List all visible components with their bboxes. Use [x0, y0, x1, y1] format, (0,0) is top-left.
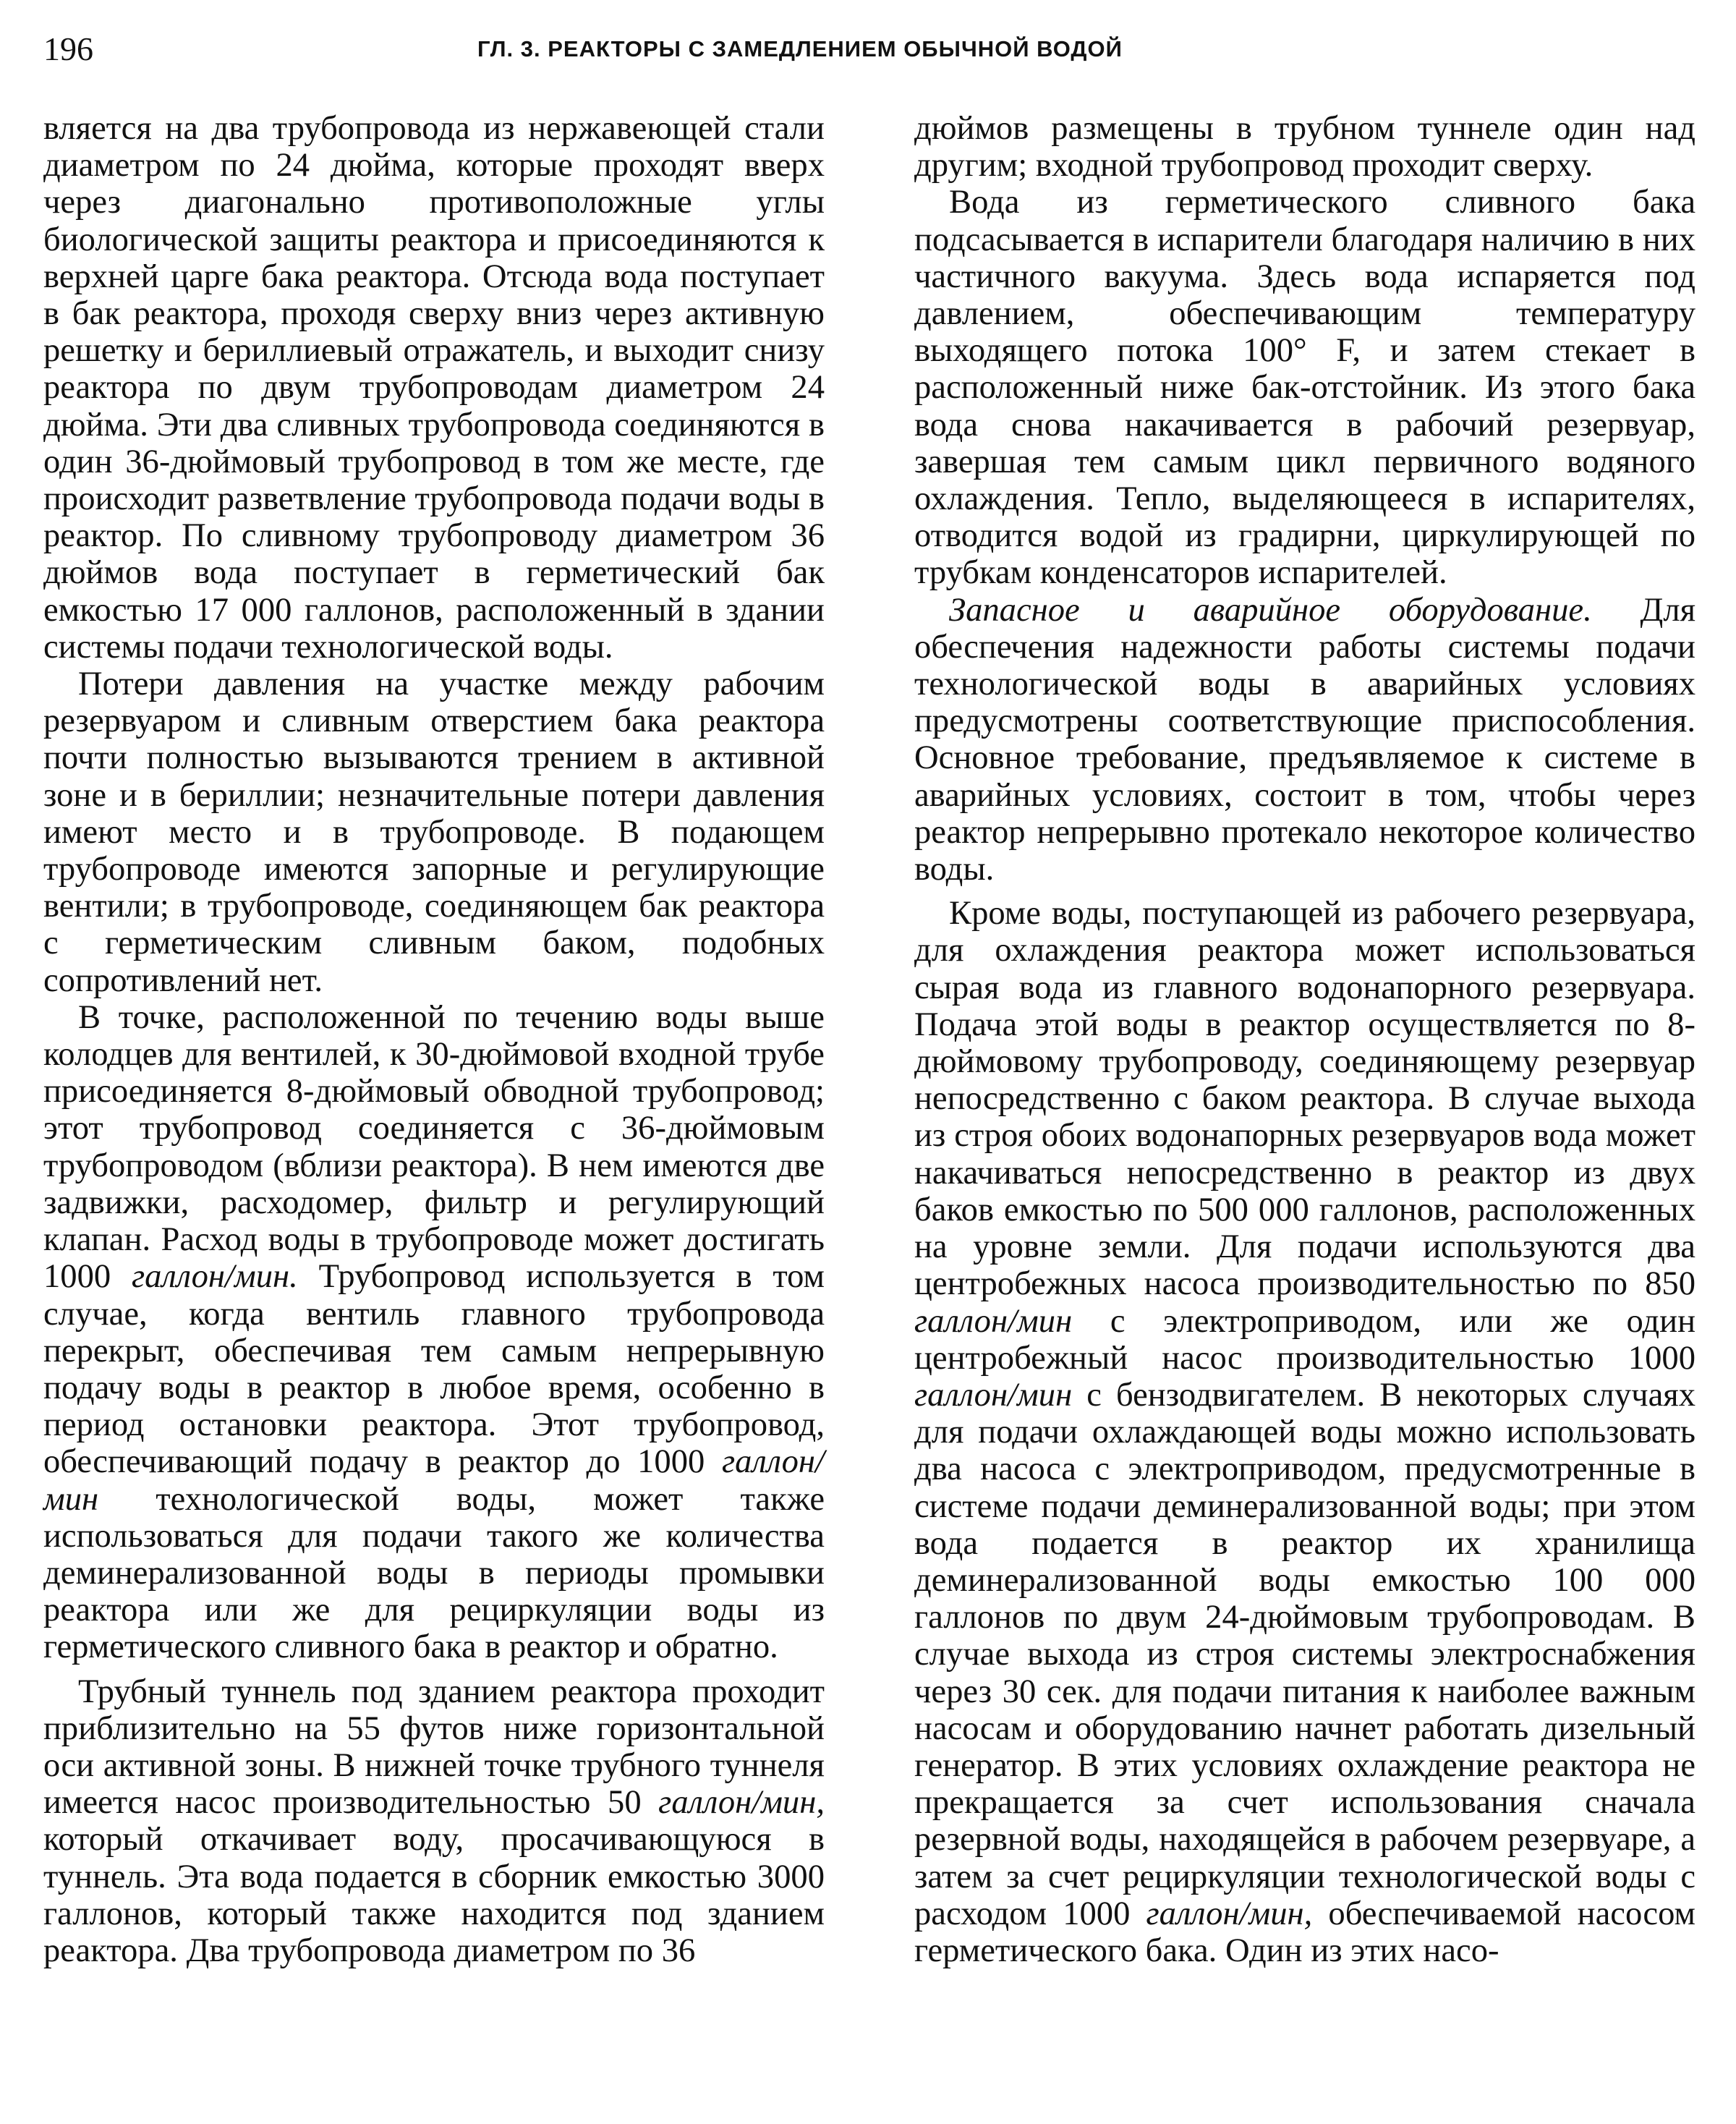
paragraph-continued: вляется на два трубопровода из нержавеющей стали диаметром по 24 дюйма, которые проходят вверх через диагонально противоположные углы биологической защиты реактора и присоединяются к верхней царге бака реактора. Отсюда вода поступает в бак реактора, проходя сверху вниз через активную решетку и бериллиевый отражатель, и выходит снизу реактора по двум трубопроводам диаметром 24 дюйма. Эти два сливных трубопровода соединяются в один 36-дюймовый трубопровод в том же месте, где происходит разветвление трубопровода подачи воды в реактор. По сливному трубопроводу диаметром 36 дюймов вода поступает в герметический бак емкостью 17 000 галлонов, расположенный в здании системы подачи технологической воды. [43, 109, 825, 666]
text-run: Для обеспечения надежности работы системы подачи технологической воды в аварийных условиях предусмотрены соответствующие приспособления. Основное требование, предъявляемое к системе в аварийных условиях, состоит в том, чтобы через реактор непрерывно протекало некоторое количество воды. [914, 590, 1695, 888]
unit-gallon-per-minute: галлон/мин, [1146, 1894, 1313, 1932]
right-column [914, 110, 1695, 1969]
text-run: Кроме воды, поступающей из рабочего резервуара, для охлаждения реактора может использоваться сырая вода из главного водонапорного резервуара. Подача этой воды в реактор осуществляется по 8-дюймовому трубопроводу, соединяющему резервуар непосредственно с баком реактора. В случае выхода из строя обоих водонапорных резервуаров вода может накачиваться непосредственно в реактор из двух баков емкостью по 500 000 галлонов, расположенных на уровне земли. Для подачи используются два центробежных насоса производительностью по 850 [914, 894, 1695, 1303]
unit-gallon-per-minute: галлон/мин [914, 1301, 1073, 1340]
unit-gallon-per-minute: галлон/мин [43, 1443, 825, 1518]
text-run: Трубный туннель под зданием реактора проходит приблизительно на 55 футов ниже горизонтальной оси активной зоны. В нижней точке трубного туннеля имеется насос производительностью 50 [43, 1672, 825, 1822]
running-title: ГЛ. 3. РЕАКТОРЫ С ЗАМЕДЛЕНИЕМ ОБЫЧНОЙ ВОДОЙ [477, 36, 1123, 61]
page-number: 196 [43, 30, 93, 67]
text-run: Трубопровод используется в том случае, когда вентиль главного трубопровода перекрыт, обеспечивая тем самым непрерывную подачу воды в реактор в любое время, особенно в период остановки реактора. Этот трубопровод, обеспечивающий подачу в реактор до 1000 [43, 1257, 825, 1481]
page-header [43, 27, 1693, 71]
unit-gallon-per-minute: галлон/мин. [131, 1257, 298, 1296]
paragraph-bypass-pipeline [43, 999, 825, 1666]
section-heading: Запасное и аварийное оборудование. [949, 590, 1592, 629]
text-run: В точке, расположенной по течению воды выше колодцев для вентилей, к 30-дюймовой входной трубе присоединяется 8-дюймовый обводной трубопровод; этот трубопровод соединяется с 36-дюймовым трубопроводом (вблизи реактора). В нем имеются две задвижки, расходомер, фильтр и регулирующий клапан. Расход воды в трубопроводе может достигать 1000 [43, 998, 825, 1296]
text-run: с электроприводом, или же один центробежный насос производительностью 1000 [914, 1301, 1696, 1377]
paragraph-raw-water [914, 895, 1695, 1969]
paragraph-evaporators: Вода из герметического сливного бака подсасывается в испарители благодаря наличию в них частичного вакуума. Здесь вода испаряется под давлением, обеспечивающим температуру выходящего потока 100° F, и затем стекает в расположенный ниже бак-отстойник. Из этого бака вода снова накачивается в рабочий резервуар, завершая тем самым цикл первичного водяного охлаждения. Тепло, выделяющееся в испарителях, отводится водой из градирни, циркулирующей по трубкам конденсаторов испарителей. [914, 183, 1695, 592]
paragraph-pipe-tunnel [43, 1673, 825, 1970]
text-run: обеспечиваемой насосом герметического бака. Один из этих насо- [914, 1894, 1695, 1969]
text-run: который откачивает воду, просачивающуюся в туннель. Эта вода подается в сборник емкостью 3000 галлонов, который также находится под зданием реактора. Два трубопровода диаметром по 36 [43, 1820, 825, 1969]
paragraph-continued: дюймов размещены в трубном туннеле один над другим; входной трубопровод проходит сверху. [914, 109, 1695, 184]
paragraph-emergency-equipment [914, 592, 1695, 888]
left-column [43, 110, 825, 1969]
unit-gallon-per-minute: галлон/мин [914, 1375, 1073, 1414]
paragraph-pressure-loss: Потери давления на участке между рабочим резервуаром и сливным отверстием бака реактора почти полностью вызываются трением в активной зоне и в бериллии; незначительные потери давления имеют место и в трубопроводе. В подающем трубопроводе имеются запорные и регулирующие вентили; в трубопроводе, соединяющем бак реактора с герметическим сливным баком, подобных сопротивлений нет. [43, 665, 825, 999]
unit-gallon-per-minute: галлон/мин, [658, 1783, 825, 1822]
text-run: с бензодвигателем. В некоторых случаях для подачи охлаждающей воды можно использовать два насоса с электроприводом, предусмотренные в системе подачи деминерализованной воды; при этом вода подается в реактор их хранилища деминерализованной воды емкостью 100 000 галлонов по двум 24-дюймовым трубопроводам. В случае выхода из строя системы электроснабжения через 30 сек. для подачи питания к наиболее важным насосам и оборудованию начнет работать дизельный генератор. В этих условиях охлаждение реактора не прекращается за счет использования сначала резервной воды, находящейся в рабочем резервуаре, а затем за счет рециркуляции технологической воды с расходом 1000 [914, 1375, 1695, 1932]
text-run: технологической воды, может также использоваться для подачи такого же количества деминерализованной воды в периоды промывки реактора или же для рециркуляции воды из герметического сливного бака в реактор и обратно. [43, 1479, 825, 1666]
